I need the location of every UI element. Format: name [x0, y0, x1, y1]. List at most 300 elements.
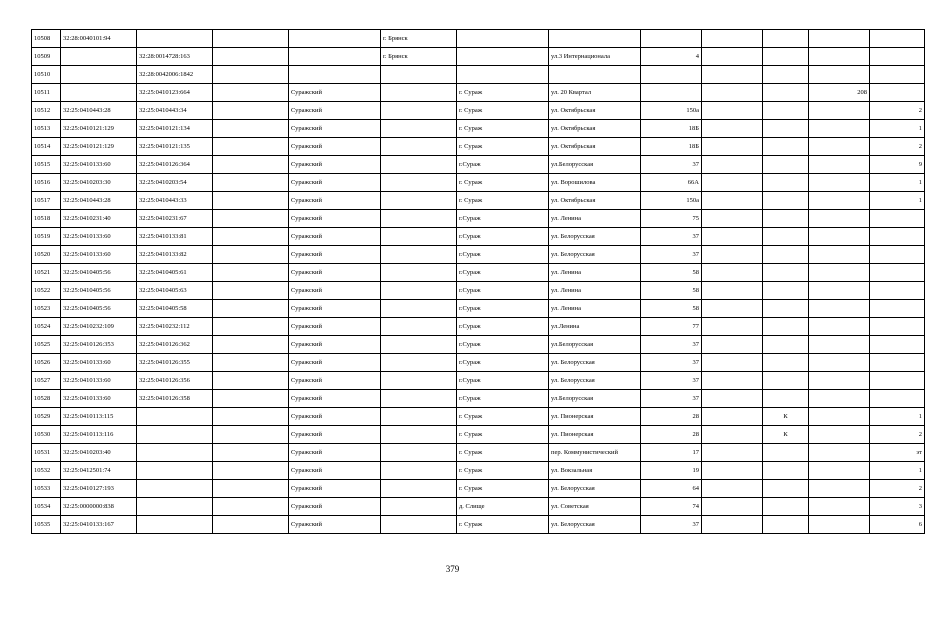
cell-c11	[763, 336, 809, 354]
cell-house: 150а	[641, 192, 702, 210]
table-row	[32, 48, 925, 66]
cell-no: 10530	[32, 426, 61, 444]
cell-no: 10523	[32, 300, 61, 318]
cell-c10	[702, 66, 763, 84]
cell-city1	[381, 318, 457, 336]
cell-house: 58	[641, 264, 702, 282]
cell-no: 10522	[32, 282, 61, 300]
table-row	[32, 480, 925, 498]
cell-c13	[870, 318, 925, 336]
cell-c13	[870, 84, 925, 102]
cell-house: 19	[641, 462, 702, 480]
cell-c4	[213, 372, 289, 390]
cell-cad1: 32:25:0410121:129	[61, 120, 137, 138]
table-row	[32, 372, 925, 390]
cell-c11	[763, 444, 809, 462]
cell-no: 10510	[32, 66, 61, 84]
cell-cad2: 32:25:0410231:67	[137, 210, 213, 228]
table-row	[32, 516, 925, 534]
cell-city2: г.Сураж	[457, 318, 549, 336]
cell-c11	[763, 480, 809, 498]
cell-cad2: 32:25:0410123:664	[137, 84, 213, 102]
cell-district	[289, 30, 381, 48]
cell-c10	[702, 210, 763, 228]
cell-c10	[702, 138, 763, 156]
table-row	[32, 174, 925, 192]
cell-c4	[213, 426, 289, 444]
cell-cad2: 32:25:0410126:362	[137, 336, 213, 354]
cell-city2	[457, 30, 549, 48]
cell-c13: 1	[870, 192, 925, 210]
cell-no: 10517	[32, 192, 61, 210]
cell-c12	[809, 156, 870, 174]
cell-cad2: 32:25:0410443:33	[137, 192, 213, 210]
cell-district: Суражский	[289, 120, 381, 138]
cell-no: 10529	[32, 408, 61, 426]
cell-district: Суражский	[289, 246, 381, 264]
cell-c12	[809, 264, 870, 282]
cell-house: 58	[641, 282, 702, 300]
cell-c4	[213, 354, 289, 372]
cell-c4	[213, 318, 289, 336]
cell-c11	[763, 462, 809, 480]
cell-city2: г.Сураж	[457, 156, 549, 174]
cell-city1	[381, 246, 457, 264]
table-row	[32, 444, 925, 462]
cell-c12: 208	[809, 84, 870, 102]
cell-no: 10521	[32, 264, 61, 282]
cell-cad2: 32:25:0410121:135	[137, 138, 213, 156]
cell-city1	[381, 336, 457, 354]
cell-cad2: 32:25:0410405:61	[137, 264, 213, 282]
cell-cad1: 32:25:0410405:56	[61, 264, 137, 282]
cell-district: Суражский	[289, 336, 381, 354]
cell-cad2: 32:25:0410443:34	[137, 102, 213, 120]
cell-cad1: 32:25:0410133:60	[61, 156, 137, 174]
cell-street: ул. Ленина	[549, 210, 641, 228]
cell-c11	[763, 66, 809, 84]
table-row	[32, 138, 925, 156]
cell-district: Суражский	[289, 462, 381, 480]
cell-city2: д. Слище	[457, 498, 549, 516]
cell-c4	[213, 228, 289, 246]
cell-street: ул.Белорусская	[549, 390, 641, 408]
cell-c13	[870, 246, 925, 264]
cell-street: ул. Октябрьская	[549, 192, 641, 210]
table-row	[32, 102, 925, 120]
cell-cad1: 32:25:0410203:30	[61, 174, 137, 192]
cell-street: ул.Белорусская	[549, 156, 641, 174]
cell-no: 10513	[32, 120, 61, 138]
cell-c4	[213, 84, 289, 102]
cell-c11	[763, 138, 809, 156]
cell-street: ул. Советская	[549, 498, 641, 516]
cell-c12	[809, 102, 870, 120]
table-row	[32, 120, 925, 138]
cell-c12	[809, 174, 870, 192]
cell-c11	[763, 372, 809, 390]
cell-district: Суражский	[289, 372, 381, 390]
cell-street: ул. Белорусская	[549, 246, 641, 264]
cell-cad2: 32:25:0410405:63	[137, 282, 213, 300]
table-row	[32, 498, 925, 516]
cell-cad1: 32:25:0410203:40	[61, 444, 137, 462]
cell-c12	[809, 246, 870, 264]
cell-house	[641, 30, 702, 48]
cell-cad2	[137, 462, 213, 480]
cell-no: 10528	[32, 390, 61, 408]
cell-city1	[381, 210, 457, 228]
cell-cad1: 32:25:0410133:167	[61, 516, 137, 534]
cell-cad1: 32:25:0410126:353	[61, 336, 137, 354]
cell-house: 17	[641, 444, 702, 462]
cell-no: 10518	[32, 210, 61, 228]
cell-city1	[381, 282, 457, 300]
cell-c12	[809, 318, 870, 336]
table-row	[32, 300, 925, 318]
cell-c11	[763, 516, 809, 534]
cell-city1	[381, 192, 457, 210]
cell-district: Суражский	[289, 354, 381, 372]
cell-house: 37	[641, 516, 702, 534]
table-row	[32, 30, 925, 48]
cell-city2: г. Сураж	[457, 426, 549, 444]
table-row	[32, 228, 925, 246]
cell-c4	[213, 444, 289, 462]
cell-c11	[763, 84, 809, 102]
cell-street: пер. Коммунистический	[549, 444, 641, 462]
cell-house: 4	[641, 48, 702, 66]
cell-c4	[213, 498, 289, 516]
cell-cad1: 32:25:0410133:60	[61, 246, 137, 264]
cell-house	[641, 66, 702, 84]
cell-city2: г.Сураж	[457, 264, 549, 282]
cell-cad2: 32:25:0410121:134	[137, 120, 213, 138]
cell-city1	[381, 390, 457, 408]
cell-cad1: 32:25:0410113:116	[61, 426, 137, 444]
cell-c10	[702, 408, 763, 426]
cell-c10	[702, 498, 763, 516]
cell-city2: г. Сураж	[457, 444, 549, 462]
cell-city1	[381, 120, 457, 138]
cell-c10	[702, 462, 763, 480]
cell-district: Суражский	[289, 390, 381, 408]
cell-district: Суражский	[289, 210, 381, 228]
cell-c11	[763, 246, 809, 264]
cell-c13	[870, 282, 925, 300]
cell-c12	[809, 354, 870, 372]
cell-cad1: 32:25:0410127:193	[61, 480, 137, 498]
table-row	[32, 192, 925, 210]
cell-city2: г.Сураж	[457, 336, 549, 354]
cell-house: 58	[641, 300, 702, 318]
cell-district: Суражский	[289, 444, 381, 462]
cell-c10	[702, 84, 763, 102]
cell-street: ул. Белорусская	[549, 480, 641, 498]
cell-c4	[213, 66, 289, 84]
cell-c11	[763, 30, 809, 48]
cell-city2: г. Сураж	[457, 192, 549, 210]
cell-c12	[809, 372, 870, 390]
cell-street: ул.3 Интернационала	[549, 48, 641, 66]
cell-city2	[457, 66, 549, 84]
cell-c12	[809, 192, 870, 210]
cell-cad1: 32:25:0000000:838	[61, 498, 137, 516]
cell-house: 18Б	[641, 120, 702, 138]
cell-district: Суражский	[289, 84, 381, 102]
cell-c13: 1	[870, 408, 925, 426]
cell-city2: г. Сураж	[457, 462, 549, 480]
cell-street: ул. Октябрьская	[549, 102, 641, 120]
cell-c4	[213, 210, 289, 228]
cell-c10	[702, 48, 763, 66]
cell-c13: 2	[870, 138, 925, 156]
cell-c4	[213, 264, 289, 282]
cell-city2: г. Сураж	[457, 120, 549, 138]
cell-street: ул. Ленина	[549, 282, 641, 300]
cell-c13: 2	[870, 102, 925, 120]
cell-c12	[809, 138, 870, 156]
cell-city1	[381, 444, 457, 462]
cell-c13: 3	[870, 498, 925, 516]
cell-district	[289, 48, 381, 66]
cell-city2: г. Сураж	[457, 138, 549, 156]
cell-c13	[870, 354, 925, 372]
cell-city1	[381, 408, 457, 426]
table-row	[32, 462, 925, 480]
cell-c11	[763, 120, 809, 138]
cell-city1	[381, 66, 457, 84]
cell-cad1	[61, 48, 137, 66]
cell-cad1: 32:28:0040101:94	[61, 30, 137, 48]
cell-c11	[763, 210, 809, 228]
cell-cad1: 32:25:0410133:60	[61, 228, 137, 246]
cell-cad2: 32:25:0410133:81	[137, 228, 213, 246]
cell-c12	[809, 408, 870, 426]
cell-c12	[809, 336, 870, 354]
cell-c4	[213, 336, 289, 354]
cell-house: 37	[641, 156, 702, 174]
cell-c4	[213, 246, 289, 264]
table-row	[32, 318, 925, 336]
cell-house	[641, 84, 702, 102]
cell-street: ул. Ворошилова	[549, 174, 641, 192]
cell-city1	[381, 264, 457, 282]
cell-cad1: 32:25:0410405:56	[61, 300, 137, 318]
cell-house: 37	[641, 372, 702, 390]
table-row	[32, 390, 925, 408]
cell-cad2	[137, 426, 213, 444]
cell-city2	[457, 48, 549, 66]
table-row	[32, 354, 925, 372]
cell-city2: г.Сураж	[457, 354, 549, 372]
cell-c12	[809, 48, 870, 66]
cell-district: Суражский	[289, 480, 381, 498]
cell-cad2	[137, 30, 213, 48]
cell-c10	[702, 444, 763, 462]
cell-no: 10524	[32, 318, 61, 336]
cell-street: ул.Белорусская	[549, 336, 641, 354]
cell-no: 10525	[32, 336, 61, 354]
cell-no: 10533	[32, 480, 61, 498]
cell-city1	[381, 138, 457, 156]
cell-c10	[702, 516, 763, 534]
cell-c4	[213, 192, 289, 210]
cell-c12	[809, 462, 870, 480]
table-row	[32, 336, 925, 354]
cell-no: 10520	[32, 246, 61, 264]
cell-c13	[870, 372, 925, 390]
cell-cad1: 32:25:0410405:56	[61, 282, 137, 300]
cell-city1	[381, 174, 457, 192]
cell-cad1: 32:25:0410443:28	[61, 192, 137, 210]
cell-no: 10535	[32, 516, 61, 534]
cell-no: 10532	[32, 462, 61, 480]
cell-cad1: 32:25:0410133:60	[61, 354, 137, 372]
cell-cad2: 32:25:0410133:82	[137, 246, 213, 264]
cell-c4	[213, 462, 289, 480]
cell-cad2: 32:28:0014728:163	[137, 48, 213, 66]
table-row	[32, 66, 925, 84]
cell-c10	[702, 102, 763, 120]
cell-cad1: 32:25:0410231:40	[61, 210, 137, 228]
cell-c11	[763, 102, 809, 120]
cell-cad2: 32:25:0410203:54	[137, 174, 213, 192]
cell-cad2	[137, 444, 213, 462]
cell-c13	[870, 228, 925, 246]
cell-city1	[381, 480, 457, 498]
cell-city2: г.Сураж	[457, 210, 549, 228]
cell-c4	[213, 300, 289, 318]
cell-c12	[809, 30, 870, 48]
cell-city2: г.Сураж	[457, 282, 549, 300]
cell-cad2: 32:25:0410232:112	[137, 318, 213, 336]
cell-c10	[702, 120, 763, 138]
cell-city1	[381, 354, 457, 372]
cell-house: 18Б	[641, 138, 702, 156]
cell-cad2: 32:28:0042006:1842	[137, 66, 213, 84]
cell-c11	[763, 300, 809, 318]
cell-c10	[702, 354, 763, 372]
cell-street: ул. Белорусская	[549, 516, 641, 534]
cell-c10	[702, 282, 763, 300]
cell-city1	[381, 228, 457, 246]
cell-street: ул. Октябрьская	[549, 120, 641, 138]
cell-c4	[213, 174, 289, 192]
cell-c10	[702, 246, 763, 264]
cell-no: 10526	[32, 354, 61, 372]
cell-house: 77	[641, 318, 702, 336]
cell-c10	[702, 426, 763, 444]
cell-city2: г. Сураж	[457, 102, 549, 120]
cell-house: 75	[641, 210, 702, 228]
cell-district: Суражский	[289, 156, 381, 174]
cell-house: 28	[641, 408, 702, 426]
cell-street	[549, 30, 641, 48]
address-table	[31, 29, 925, 534]
cell-no: 10514	[32, 138, 61, 156]
cell-cad1: 32:25:0410443:28	[61, 102, 137, 120]
cell-street: ул. Пионерская	[549, 408, 641, 426]
cell-district: Суражский	[289, 516, 381, 534]
cell-street	[549, 66, 641, 84]
cell-no: 10527	[32, 372, 61, 390]
table-row	[32, 84, 925, 102]
cell-district	[289, 66, 381, 84]
cell-c4	[213, 516, 289, 534]
cell-house: 37	[641, 246, 702, 264]
cell-c13	[870, 300, 925, 318]
cell-c4	[213, 156, 289, 174]
cell-cad1: 32:25:0410113:115	[61, 408, 137, 426]
cell-cad2	[137, 498, 213, 516]
cell-c13	[870, 48, 925, 66]
cell-no: 10515	[32, 156, 61, 174]
cell-district: Суражский	[289, 264, 381, 282]
cell-street: ул.Ленина	[549, 318, 641, 336]
cell-c11	[763, 228, 809, 246]
cell-street: ул. Белорусская	[549, 228, 641, 246]
cell-house: 28	[641, 426, 702, 444]
cell-district: Суражский	[289, 318, 381, 336]
cell-street: ул. Октябрьская	[549, 138, 641, 156]
cell-c12	[809, 300, 870, 318]
cell-c11	[763, 282, 809, 300]
cell-cad2: 32:25:0410126:358	[137, 390, 213, 408]
cell-cad2: 32:25:0410405:58	[137, 300, 213, 318]
cell-cad2: 32:25:0410126:356	[137, 372, 213, 390]
cell-cad2	[137, 480, 213, 498]
cell-district: Суражский	[289, 192, 381, 210]
table-row	[32, 282, 925, 300]
cell-c12	[809, 426, 870, 444]
cell-city1	[381, 516, 457, 534]
cell-c13	[870, 390, 925, 408]
cell-house: 150а	[641, 102, 702, 120]
cell-district: Суражский	[289, 426, 381, 444]
cell-house: 37	[641, 336, 702, 354]
cell-cad1: 32:25:0410133:60	[61, 372, 137, 390]
cell-c10	[702, 228, 763, 246]
cell-c11	[763, 174, 809, 192]
cell-c13: эт	[870, 444, 925, 462]
cell-c10	[702, 174, 763, 192]
cell-city1: г. Брянск	[381, 48, 457, 66]
cell-city2: г.Сураж	[457, 246, 549, 264]
cell-cad2	[137, 408, 213, 426]
cell-c11	[763, 318, 809, 336]
cell-street: ул. Ленина	[549, 300, 641, 318]
cell-c12	[809, 480, 870, 498]
cell-c4	[213, 48, 289, 66]
cell-c12	[809, 66, 870, 84]
cell-cad1: 32:25:0412501:74	[61, 462, 137, 480]
cell-cad1: 32:25:0410121:129	[61, 138, 137, 156]
cell-city2: г. Сураж	[457, 408, 549, 426]
cell-c13	[870, 30, 925, 48]
cell-c13: 1	[870, 174, 925, 192]
cell-district: Суражский	[289, 228, 381, 246]
cell-city2: г.Сураж	[457, 372, 549, 390]
cell-c4	[213, 120, 289, 138]
cell-c13	[870, 336, 925, 354]
cell-c13: 9	[870, 156, 925, 174]
cell-c10	[702, 480, 763, 498]
cell-no: 10531	[32, 444, 61, 462]
cell-city1	[381, 498, 457, 516]
cell-c12	[809, 390, 870, 408]
cell-c11	[763, 354, 809, 372]
